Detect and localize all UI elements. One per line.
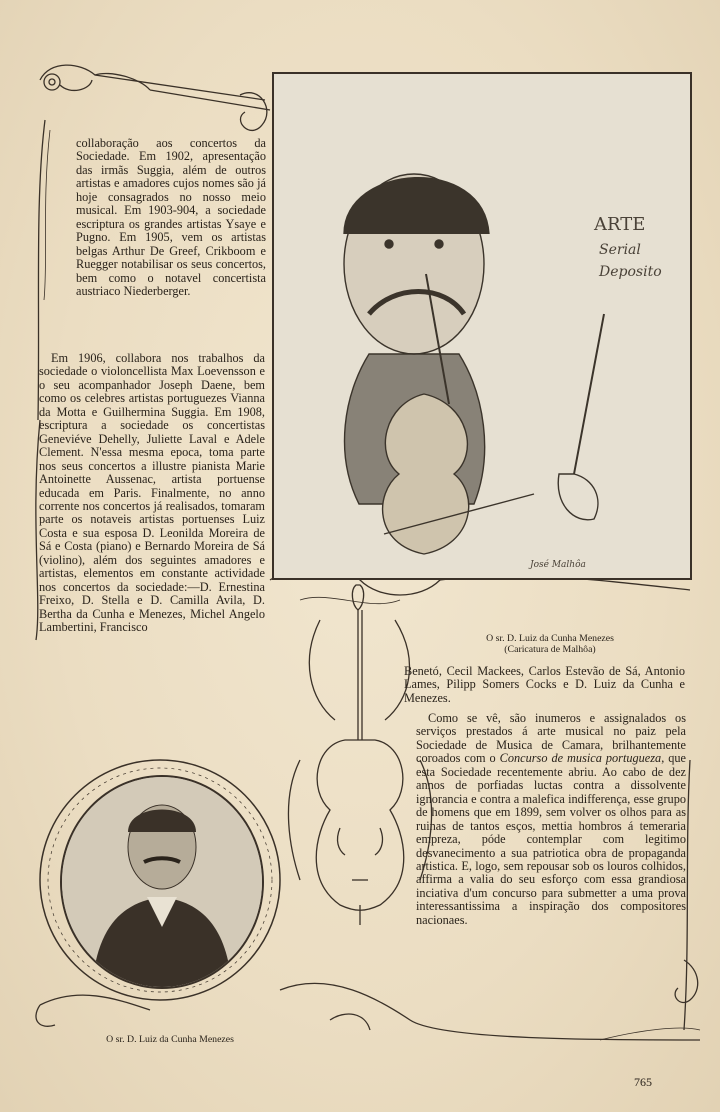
caricature-caption-line1: O sr. D. Luiz da Cunha Menezes bbox=[486, 633, 614, 644]
sketch-text-arte: ARTE bbox=[594, 214, 646, 235]
portrait-figure bbox=[62, 777, 262, 987]
contest-title: Concurso de musica portugueza bbox=[499, 751, 662, 766]
paragraph-4-end: , que esta Sociedade recentemente abriu. Ao cabo de dez annos de porfiadas luctas contra a dissolvente ignorancia e contra a malefica indifferença, esse grupo de homens que em 1899, sem volver os olhos para as ruinas de tantos esços, mettia hombros á temeraria empreza, póde contemplar com legitimo desvanecimento a sua patriotica obra de propaganda artistica. E, logo, sem repousar sob os louros colhidos, affirma a valia do seu esforço com essa grandiosa inciativa d'um concurso para submetter a uma prova interessantissima a inspiração dos compositores nacionaes. bbox=[416, 751, 687, 927]
caricature-illustration bbox=[272, 72, 692, 580]
paragraph-1: collaboração aos concertos da Sociedade. Em 1902, apresentação das irmãs Suggia, além de outros artistas e amadores cujos nomes são já hoje consagrados no nosso meio musical. Em 1903-904, a sociedade escriptura os grandes artistas Ysaye e Pugno. Em 1905, vem os artistas belgas Arthur De Greef, Crikboom e Ruegger notabilisar os seus concertos, bem como o notavel concertista austriaco Niederberger. bbox=[76, 136, 266, 298]
sketch-text-deposito: Deposito bbox=[599, 264, 662, 280]
article-column-left-top bbox=[76, 137, 266, 298]
artist-signature: José Malhôa bbox=[530, 560, 586, 570]
paragraph-2: Em 1906, collabora nos trabalhos da sociedade o violoncellista Max Loevensson e o seu acompanhador Joseph Daene, bem como os celebres artistas portuguezes Vianna da Motta e Guilhermina Suggia. Em 1908, escriptura a sociedade os concertistas Geneviéve Dehelly, Juliette Laval e Adele Clement. N'essa mesma epoca, toma parte nos seus concertos a illustre pianista Marie Antoinette Aussenac, artista portuense educada em Paris. Finalmente, no anno corrente nos concertos já realisados, tomaram parte os notaveis artistas portuenses Luiz Costa e sua esposa D. Leonilda Moreira de Sá e Costa (piano) e Bernardo Moreira de Sá (violino), além dos seguintes amadores e artistas, elementos em constante actividade nos concertos da sociedade:—D. Ernestina Freixo, D. Stella e D. Camilla Avila, D. Bertha da Cunha e Menezes, Michel Angelo Lambertini, Francisco bbox=[39, 351, 265, 635]
article-column-right-top bbox=[404, 665, 685, 705]
paragraph-4-start: Como se vê, são inumeros e assignalados os serviços prestados á arte musical no paiz pela Sociedade de Musica de Camara, brilhantemente coroados com o bbox=[416, 711, 686, 766]
paragraph-3: Benetó, Cecil Mackees, Carlos Estevão de Sá, Antonio Lames, Pilipp Somers Cocks e D. Luiz da Cunha e Menezes. bbox=[404, 664, 685, 705]
page-number: 765 bbox=[634, 1075, 652, 1089]
article-column-left-main bbox=[39, 352, 265, 635]
sketch-text-serial: Serial bbox=[599, 242, 641, 258]
caricature-caption-line2: (Caricatura de Malhôa) bbox=[504, 644, 596, 655]
caricature-caption bbox=[440, 633, 660, 655]
portrait-photograph bbox=[60, 775, 264, 989]
paragraph-4 bbox=[416, 712, 686, 927]
portrait-caption: O sr. D. Luiz da Cunha Menezes bbox=[106, 1034, 234, 1045]
article-column-right-bottom bbox=[416, 712, 686, 927]
caricature-drawing bbox=[274, 74, 690, 578]
